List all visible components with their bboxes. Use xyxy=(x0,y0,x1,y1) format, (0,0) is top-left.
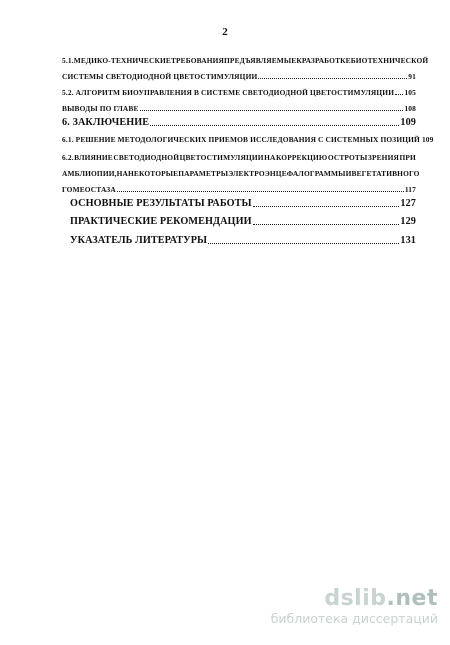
dot-leader xyxy=(395,93,403,95)
page-ref: 127 xyxy=(400,198,416,209)
toc-entry-6-2-line3[interactable]: ГОМЕОСТАЗА 117 xyxy=(62,185,416,194)
dot-leader xyxy=(117,190,404,192)
page-number: 2 xyxy=(222,26,228,38)
toc-entry-6-1[interactable]: 6.1. РЕШЕНИЕ МЕТОДОЛОГИЧЕСКИХ ПРИЕМОВ ИССЛЕДОВАНИЯ С СИСТЕМНЫХ ПОЗИЦИЙ 109 xyxy=(62,135,434,144)
watermark-subtitle: библиотека диссертаций xyxy=(270,611,438,626)
dot-leader xyxy=(258,77,407,79)
toc-recommendations[interactable]: ПРАКТИЧЕСКИЕ РЕКОМЕНДАЦИИ 129 xyxy=(70,216,416,227)
dot-leader xyxy=(150,124,399,126)
page-ref: 105 xyxy=(404,88,416,97)
page-ref: 109 xyxy=(421,135,434,144)
dot-leader xyxy=(253,205,400,207)
toc-entry-5-1-line2[interactable]: СИСТЕМЫ СВЕТОДИОДНОЙ ЦВЕТОСТИМУЛЯЦИИ 91 xyxy=(62,72,416,81)
toc-references[interactable]: УКАЗАТЕЛЬ ЛИТЕРАТУРЫ 131 xyxy=(70,235,416,246)
toc-main-results[interactable]: ОСНОВНЫЕ РЕЗУЛЬТАТЫ РАБОТЫ 127 xyxy=(70,198,416,209)
dot-leader xyxy=(208,242,399,244)
dot-leader xyxy=(253,223,400,225)
watermark-logo xyxy=(271,587,438,627)
toc-entry-5-1-line1: 5.1. МЕДИКО-ТЕХНИЧЕСКИЕ ТРЕБОВАНИЯ ПРЕДЪЯВЛЯЕМЫЕ К РАЗРАБОТКЕ БИОТЕХНИЧЕСКОЙ xyxy=(62,56,429,65)
watermark-brand: dslib.net xyxy=(324,586,438,611)
page-ref: 129 xyxy=(400,216,416,227)
page-ref: 91 xyxy=(408,72,416,81)
page-ref: 131 xyxy=(400,235,416,246)
page-ref: 108 xyxy=(404,104,416,113)
toc-entry-chapter-conclusions[interactable]: ВЫВОДЫ ПО ГЛАВЕ 108 xyxy=(62,104,416,113)
page-ref: 117 xyxy=(404,185,416,194)
toc-entry-6-2-line1: 6.2. ВЛИЯНИЕ СВЕТОДИОДНОЙ ЦВЕТОСТИМУЛЯЦИИ НА КОРРЕКЦИЮ ОСТРОТЫ ЗРЕНИЯ ПРИ xyxy=(62,153,416,162)
page-ref: 109 xyxy=(400,117,416,128)
dot-leader xyxy=(140,109,404,111)
toc-section-6[interactable]: 6. ЗАКЛЮЧЕНИЕ 109 xyxy=(62,117,416,128)
toc-entry-5-2[interactable]: 5.2. АЛГОРИТМ БИОУПРАВЛЕНИЯ В СИСТЕМЕ СВЕТОДИОДНОЙ ЦВЕТОСТИМУЛЯЦИИ 105 xyxy=(62,88,416,97)
toc-entry-6-2-line2: АМБЛИОПИИ, НА НЕКОТОРЫЕ ПАРАМЕТРЫ ЭЛЕКТРОЭНЦЕФАЛОГРАММЫ И ВЕГЕТАТИВНОГО xyxy=(62,169,420,178)
